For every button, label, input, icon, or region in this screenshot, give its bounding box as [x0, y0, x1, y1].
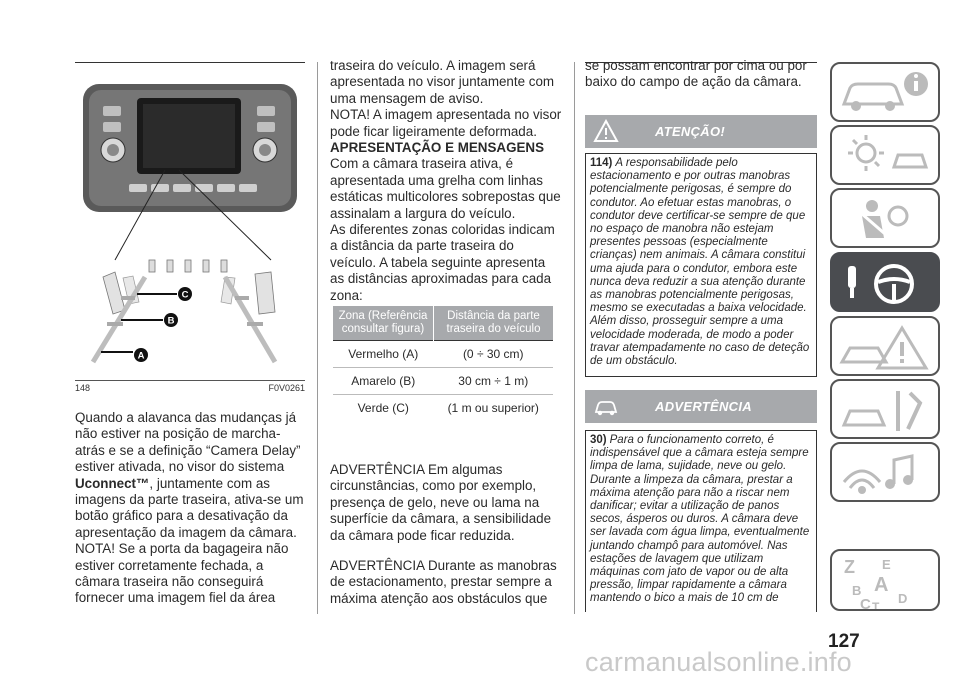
column-2-advertencias: [330, 462, 562, 607]
attention-number: 114): [590, 157, 613, 169]
svg-text:D: D: [898, 591, 908, 606]
parking-scene: [93, 260, 275, 362]
svg-text:A: A: [137, 350, 145, 362]
sidebar-tab-dashboard-lights[interactable]: [830, 125, 940, 185]
zone-cell: Amarelo (B): [333, 368, 434, 395]
multimedia-icon: [832, 444, 940, 502]
attention-text: A responsabilidade pelo estacionamento e por outras manobras potencialmente perigosas, é sempre do condutor. Ao efetuar estas manobras, o condutor deve certificar-se sempre de que no espaço de manobra não estejam presentes pessoas (especialmente crianças) nem animais. A câmara constitui uma ajuda para o condutor, embora este nunca deva reduzir a sua atenção durante as manobras potencialmente perigosas, mesmo se executadas a baixa velocidade. Além disso, prosseguir sempre a uma velocidade moderada, de modo a poder travar atempadamente no caso de deteção de um obstáculo.: [590, 157, 810, 368]
index-letters-icon: [832, 551, 940, 611]
sidebar-tab-multimedia[interactable]: [830, 442, 940, 502]
column-divider-1: [317, 62, 318, 614]
column-2-text: [330, 58, 562, 304]
emergency-triangle-icon: [832, 318, 940, 376]
paragraph-grid-lines: Com a câmara traseira ativa, é apresentada uma grelha com linhas estáticas multicolores sobrepostas que assinalam a largura do veículo.: [330, 156, 561, 221]
sidebar-tab-maintenance[interactable]: [830, 379, 940, 439]
table-row: [333, 341, 553, 368]
paragraph-camera-field: se possam encontrar por cima ou por baixo do campo de ação da câmara.: [585, 58, 807, 90]
page-number: 127: [828, 631, 860, 652]
sidebar-tab-emergency[interactable]: [830, 316, 940, 376]
advertencia-text: Para o funcionamento correto, é indispensável que a câmara esteja sempre limpa de lama, sujidade, neve ou gelo. Durante a limpeza da câmara, prestar a máxima atenção para não a riscar nem danificar; evitar a utilização de panos secos, ásperos ou duros. A câmara deve ser lavada com água limpa, eventualmente juntando champô para automóvel. Nas estações de lavagem que utilizam máquinas com jato de vapor ou de alta pressão, limpar rapidamente a câmara mantendo o bico a mais de 10 cm de: [590, 434, 810, 605]
maintenance-tools-icon: [832, 381, 940, 439]
figure-bottom-rule: [75, 380, 305, 381]
sidebar-tab-safety[interactable]: [830, 188, 940, 248]
zone-cell: Verde (C): [333, 395, 434, 422]
safety-airbag-icon: [832, 190, 940, 248]
paragraph-zones: As diferentes zonas coloridas indicam a distância da parte traseira do veículo. A tabela seguinte apresenta as distâncias aproximadas para cada zona:: [330, 222, 555, 303]
table-row: [333, 368, 553, 395]
figure-number: 148: [75, 383, 91, 393]
car-care-icon: [593, 396, 619, 418]
figure-caption: [75, 383, 305, 393]
figure-illustration: [75, 62, 305, 380]
svg-text:T: T: [872, 600, 880, 613]
column-1-text: [75, 410, 307, 607]
warning-triangle-icon: [593, 119, 619, 143]
svg-text:B: B: [852, 583, 862, 598]
table-header-zone: Zona (Referência consultar figura): [333, 306, 434, 341]
advertencia-body: [585, 430, 817, 612]
svg-text:Z: Z: [844, 557, 855, 577]
svg-text:C: C: [181, 289, 189, 301]
paragraph-advertencia-ice: ADVERTÊNCIA Em algumas circunstâncias, como por exemplo, presença de gelo, neve ou lama na superfície da câmara, a sensibilidade da câmara pode ficar reduzida.: [330, 462, 552, 543]
svg-text:E: E: [882, 557, 891, 572]
distance-table: [333, 306, 553, 421]
paragraph-note-deformed: NOTA! A imagem apresentada no visor pode ficar ligeiramente deformada.: [330, 107, 562, 139]
paragraph-note-tailgate: NOTA! Se a porta da bagageira não estiver corretamente fechada, a câmara traseira não conseguirá fornecer uma imagem fiel da área: [75, 541, 289, 606]
attention-header: [585, 115, 817, 148]
steering-wheel-key-icon: [832, 254, 940, 312]
column-divider-2: [574, 62, 575, 614]
sidebar-tab-car-info[interactable]: [830, 62, 940, 122]
attention-body: [585, 153, 817, 377]
section-heading: APRESENTAÇÃO E MENSAGENS: [330, 140, 545, 156]
watermark: carmanualsonline.info: [585, 647, 852, 677]
sidebar-tab-index[interactable]: [830, 549, 940, 611]
distance-cell: (1 m ou superior): [434, 395, 554, 422]
paragraph-camera-delay: Quando a alavanca das mudanças já não estiver na posição de marcha-atrás e se a definição “Camera Delay” estiver ativada, no visor do sistema Uconnect™, juntamente com as imagens da parte traseira, ativa-se um botão gráfico para a desativação da apresentação da imagem da câmara.: [75, 410, 304, 540]
svg-text:C: C: [860, 596, 871, 613]
distance-table-wrap: [333, 306, 553, 421]
zone-cell: Vermelho (A): [333, 341, 434, 368]
attention-title: ATENÇÃO!: [655, 124, 726, 139]
distance-cell: (0 ÷ 30 cm): [434, 341, 554, 368]
distance-cell: 30 cm ÷ 1 m): [434, 368, 554, 395]
sidebar-tab-driving[interactable]: [830, 252, 940, 312]
car-info-icon: [832, 64, 940, 122]
paragraph-advertencia-obstacles: ADVERTÊNCIA Durante as manobras de estacionamento, prestar sempre a máxima atenção aos obstáculos que: [330, 558, 557, 606]
rear-camera-figure: [75, 62, 305, 380]
column-3-intro: [585, 58, 817, 91]
table-row: [333, 395, 553, 422]
svg-text:B: B: [167, 315, 175, 327]
table-header-distance: Distância da parte traseira do veículo: [434, 306, 554, 341]
figure-code: F0V0261: [268, 383, 305, 393]
uconnect-brand: Uconnect™: [75, 475, 150, 491]
paragraph-image-warning: traseira do veículo. A imagem será apresentada no visor juntamente com uma mensagem de aviso.: [330, 58, 555, 106]
advertencia-header: [585, 390, 817, 423]
advertencia-title: ADVERTÊNCIA: [655, 399, 752, 414]
dashboard-lights-icon: [832, 127, 940, 185]
svg-text:A: A: [874, 574, 889, 596]
advertencia-number: 30): [590, 434, 607, 446]
